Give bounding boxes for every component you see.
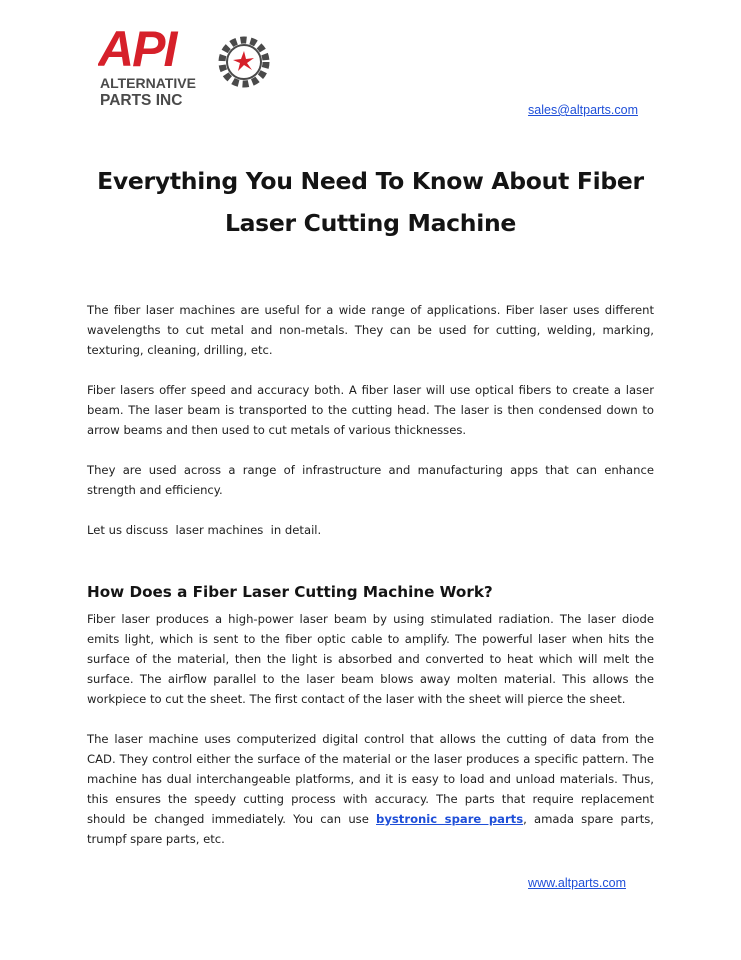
title-line-1: Everything You Need To Know About Fiber: [97, 167, 644, 195]
page-title: [60, 160, 681, 244]
logo-mark: API: [98, 21, 176, 77]
section-paragraph-2-end: , amada spare parts, trumpf spare parts, etc.: [87, 812, 654, 846]
section-paragraph-1: Fiber laser produces a high-power laser beam by using stimulated radiation. The laser diode emits light, which is sent to the fiber optic cable to amplify. The powerful laser when hits the surface of the material, then the light is absorbed and converted to heat which will melt the surface. The airflow parallel to the laser beam blows away molten material. This allows the workpiece to cut the sheet. The first contact of the laser with the sheet will pierce the sheet.: [87, 612, 654, 706]
section-paragraph-2: [87, 729, 654, 849]
article-body: [87, 300, 654, 869]
intro-paragraph-4: Let us discuss laser machines in detail.: [87, 523, 322, 537]
intro-paragraph-3: They are used across a range of infrastructure and manufacturing apps that can enhance strength and efficiency.: [87, 463, 654, 497]
section-heading: How Does a Fiber Laser Cutting Machine Work?: [87, 583, 493, 601]
intro-paragraph-1: The fiber laser machines are useful for a wide range of applications. Fiber laser uses different wavelengths to cut metal and non-metals. They can be used for cutting, welding, marking, texturing, cleaning, drilling, etc.: [87, 303, 654, 357]
logo-line1: ALTERNATIVE: [100, 75, 196, 91]
title-line-2: Laser Cutting Machine: [224, 209, 517, 237]
email-link[interactable]: sales@altparts.com: [528, 103, 638, 117]
intro-paragraph-2: Fiber lasers offer speed and accuracy both. A fiber laser will use optical fibers to create a laser beam. The laser beam is transported to the cutting head. The laser is then condensed down to arrow beams and then used to cut metals of various thicknesses.: [87, 383, 654, 437]
bystronic-spare-parts-link[interactable]: bystronic spare parts: [376, 812, 524, 826]
logo-line2: PARTS INC: [100, 92, 183, 108]
section-paragraph-2-start: The laser machine uses computerized digital control that allows the cutting of data from the CAD. They control either the surface of the material or the laser produces a specific pattern. The machine has dual interchangeable platforms, and it is easy to load and unload materials. Thus, this ensures the speedy cutting process with accuracy. The parts that require replacement should be changed immediately. You can use: [87, 732, 654, 826]
gear-laser-icon: [222, 40, 266, 84]
website-link[interactable]: www.altparts.com: [528, 876, 626, 890]
company-logo: [98, 18, 273, 108]
